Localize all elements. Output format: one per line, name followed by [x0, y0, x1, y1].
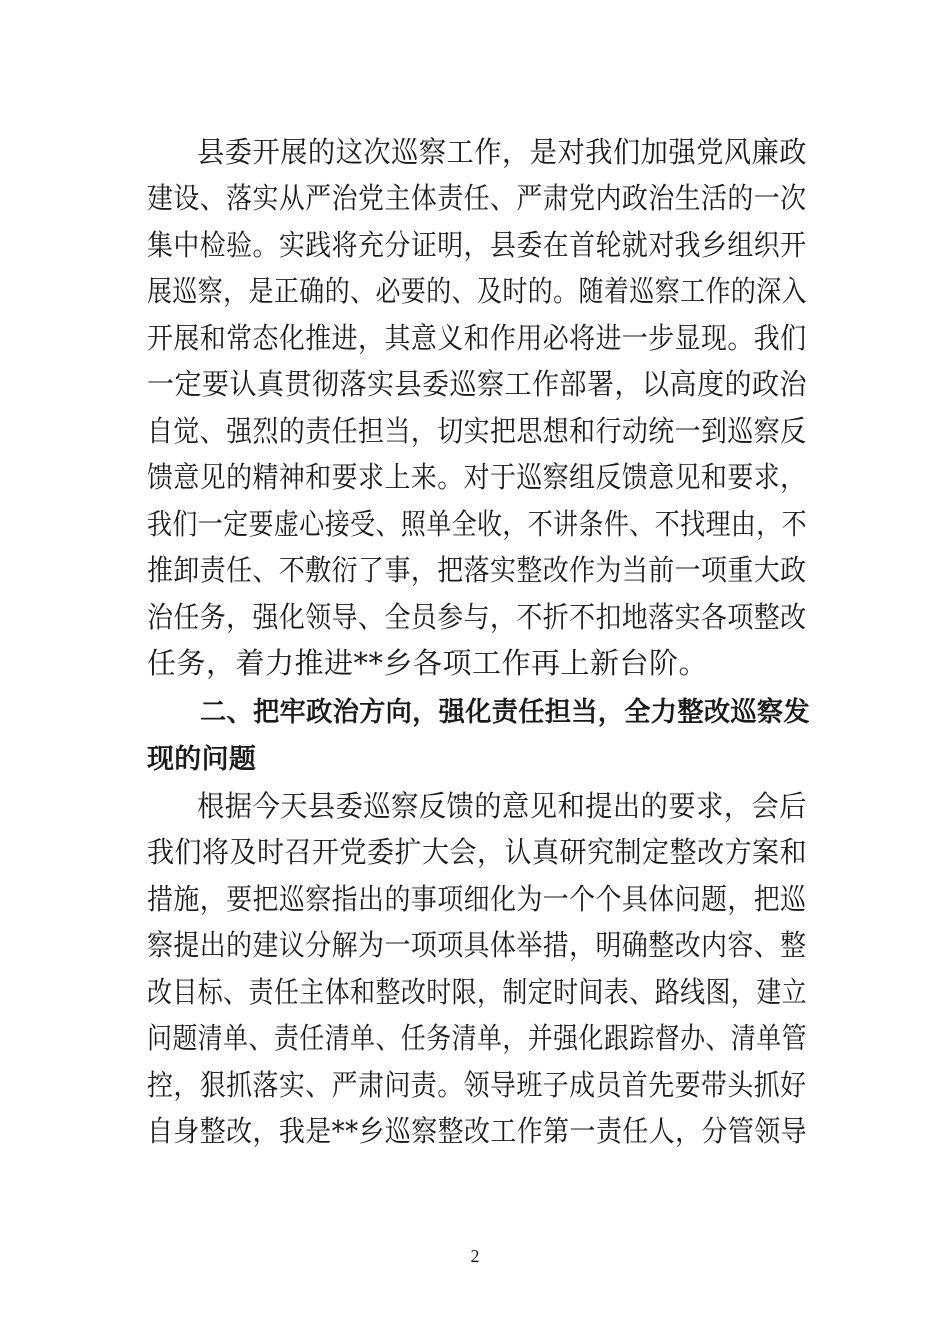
text-line: 改目标、责任主体和整改时限，制定时间表、路线图，建立 — [147, 975, 808, 1009]
text-line: 展巡察，是正确的、必要的、及时的。随着巡察工作的深入 — [147, 274, 808, 308]
text-line: 开展和常态化推进，其意义和作用必将进一步显现。我们 — [147, 321, 807, 355]
text-line: 自觉、强烈的责任担当，切实把思想和行动统一到巡察反 — [147, 414, 807, 448]
text-line: 察提出的建议分解为一项项具体举措，明确整改内容、整 — [147, 928, 807, 962]
page-number: 2 — [470, 1246, 480, 1266]
text-line: 控，狠抓落实、严肃问责。领导班子成员首先要带头抓好 — [147, 1068, 807, 1102]
text-line: 自身整改，我是**乡巡察整改工作第一责任人，分管领导 — [147, 1114, 808, 1148]
text-line: 推卸责任、不敷衍了事，把落实整改作为当前一项重大政 — [147, 553, 807, 587]
heading-line: 现的问题 — [147, 744, 257, 775]
text-line: 根据今天县委巡察反馈的意见和提出的要求，会后 — [197, 789, 808, 823]
text-line: 问题清单、责任清单、任务清单，并强化跟踪督办、清单管 — [147, 1021, 808, 1055]
text-line: 我们一定要虚心接受、照单全收，不讲条件、不找理由，不 — [147, 507, 808, 541]
text-line: 馈意见的精神和要求上来。对于巡察组反馈意见和要求， — [147, 460, 807, 494]
text-line: 措施，要把巡察指出的事项细化为一个个具体问题，把巡 — [147, 882, 807, 916]
text-line: 一定要认真贯彻落实县委巡察工作部署，以高度的政治 — [147, 367, 808, 401]
text-line: 治任务，强化领导、全员参与，不折不扣地落实各项整改 — [147, 600, 807, 634]
text-line: 任务，着力推进**乡各项工作再上新台阶。 — [147, 646, 709, 680]
heading-line: 二、把牢政治方向，强化责任担当，全力整改巡察发 — [200, 697, 810, 728]
text-line: 县委开展的这次巡察工作，是对我们加强党风廉政 — [197, 135, 808, 169]
text-line: 集中检验。实践将充分证明，县委在首轮就对我乡组织开 — [147, 228, 807, 262]
text-line: 我们将及时召开党委扩大会，认真研究制定整改方案和 — [147, 835, 808, 869]
text-line: 建设、落实从严治党主体责任、严肃党内政治生活的一次 — [147, 181, 807, 215]
